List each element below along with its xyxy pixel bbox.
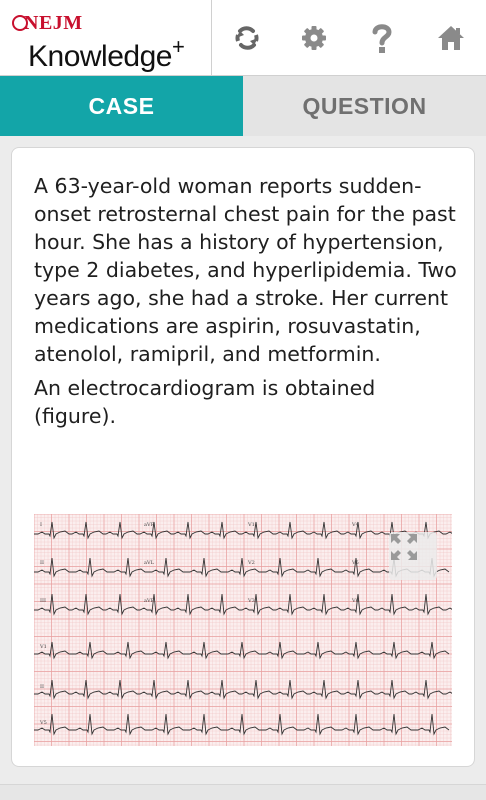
ecg-lead-label: II xyxy=(40,560,44,566)
logo-plus: + xyxy=(171,34,185,59)
refresh-button[interactable] xyxy=(229,20,265,56)
home-button[interactable] xyxy=(433,20,469,56)
ecg-lead-tracing xyxy=(34,594,452,614)
ecg-lead-tracing xyxy=(34,558,449,576)
nejm-knowledge-logo[interactable] xyxy=(10,6,210,73)
case-description xyxy=(34,172,458,436)
ecg-lead-label: V1 xyxy=(40,644,47,650)
logo-nejm xyxy=(12,12,83,35)
logo-brand-text: Knowledge xyxy=(28,40,172,73)
ecg-lead-label: V4 xyxy=(352,522,359,528)
case-paragraph: An electrocardiogram is obtained (figure). xyxy=(34,376,376,428)
ecg-lead-label: aVL xyxy=(144,560,154,566)
ecg-figure[interactable] xyxy=(34,514,452,746)
gear-icon xyxy=(299,23,329,53)
ecg-lead-tracing xyxy=(34,642,449,658)
case-tabs xyxy=(0,76,486,136)
ecg-lead-label: aVF xyxy=(144,598,155,604)
expand-icon xyxy=(389,532,419,562)
header-divider xyxy=(211,0,212,76)
case-card xyxy=(11,147,475,767)
expand-figure-button[interactable] xyxy=(389,532,437,580)
logo-nejm-text: NEJM xyxy=(24,12,83,34)
top-bar xyxy=(0,0,486,76)
settings-button[interactable] xyxy=(296,20,332,56)
tab-question[interactable] xyxy=(243,76,486,136)
bottom-bar xyxy=(0,784,486,800)
tab-case[interactable] xyxy=(0,76,243,136)
home-icon xyxy=(436,23,466,53)
ecg-lead-label: V5 xyxy=(352,560,359,566)
ecg-lead-label: II xyxy=(40,684,44,690)
ecg-lead-label: V3 xyxy=(248,598,255,604)
refresh-icon xyxy=(232,23,262,53)
tab-case-label: CASE xyxy=(88,92,155,119)
ecg-lead-label: aVR xyxy=(144,522,155,528)
ecg-lead-label: V1 xyxy=(248,522,255,528)
ecg-lead-label: III xyxy=(40,598,46,604)
ecg-lead-label: V2 xyxy=(248,560,255,566)
case-paragraph: A 63-year-old woman reports sudden-onset retrosternal chest pain for the past hour. She has a history of hypertension, type 2 diabetes, and hyperlipidemia. Two years ago, she had a stroke. Her current medications are aspirin, rosuvastatin, atenolol, ramipril, and metformin. xyxy=(34,174,457,366)
logo-brand xyxy=(28,34,184,74)
help-button[interactable] xyxy=(364,20,400,56)
ecg-lead-label: V5 xyxy=(40,720,47,726)
ecg-lead-label: V6 xyxy=(352,598,359,604)
ecg-lead-label: I xyxy=(40,522,42,528)
help-icon xyxy=(367,22,397,54)
tab-question-label: QUESTION xyxy=(302,92,427,119)
